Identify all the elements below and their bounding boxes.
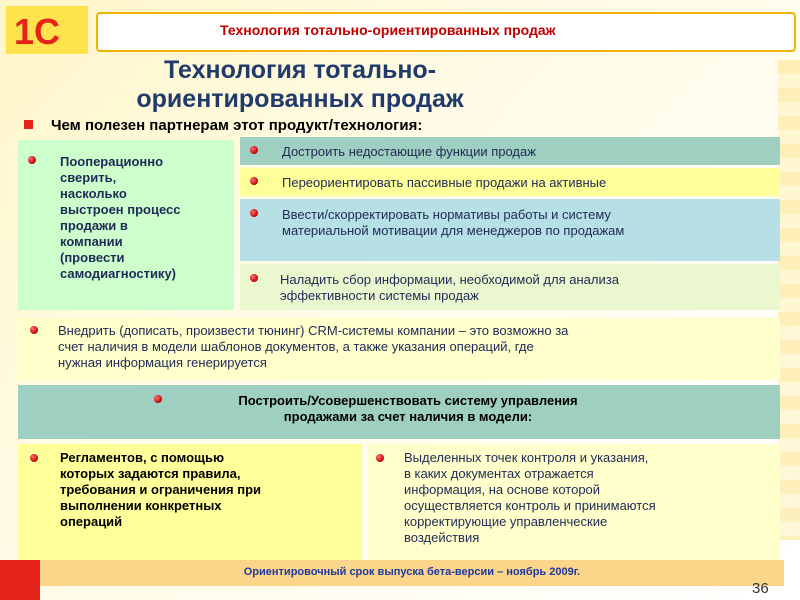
slide-title-line: ориентированных продаж [136, 85, 464, 113]
benefit-text [282, 207, 624, 239]
bullet-icon [250, 209, 258, 217]
text-line: выстроен процесс [60, 202, 181, 217]
1c-logo [6, 6, 88, 54]
text-line: информация, на основе которой [404, 482, 601, 497]
benefit-text [280, 272, 619, 304]
text-line: Ввести/скорректировать нормативы работы и систему [282, 207, 611, 222]
bullet-icon [28, 156, 36, 164]
slide-title [90, 56, 510, 114]
text-line: Наладить сбор информации, необходимой для анализа [280, 272, 619, 287]
model-left-cell [18, 444, 362, 560]
text-line: воздействия [404, 530, 480, 545]
text-line: Регламентов, с помощью [60, 450, 225, 465]
benefit-row [240, 264, 780, 310]
text-line: материальной мотивации для менеджеров по продажам [282, 223, 625, 238]
text-line: продажами за счет наличия в модели: [283, 409, 533, 424]
text-line: самодиагностику) [60, 266, 176, 281]
benefit-row [240, 137, 780, 165]
page-number: 36 [752, 580, 769, 597]
bullet-icon [376, 454, 384, 462]
text-line: операций [60, 514, 123, 529]
text-line: Построить/Усовершенствовать систему управления [238, 393, 578, 408]
red-corner-decoration [0, 560, 40, 600]
subtitle-text: Чем полезен партнерам этот продукт/технология: [51, 117, 423, 134]
text-line: насколько [60, 186, 127, 201]
text-line: нужная информация генерируется [58, 355, 267, 370]
benefit-text: Переориентировать пассивные продажи на активные [282, 175, 607, 190]
text-line: которых задаются правила, [60, 466, 241, 481]
text-line: счет наличия в модели шаблонов документов, а также указания операций, где [58, 339, 534, 354]
logo-text: 1С [14, 11, 61, 52]
model-right-text [404, 450, 656, 546]
model-right-cell [368, 444, 780, 560]
text-line: эффективности системы продаж [280, 288, 479, 303]
square-bullet-icon [24, 120, 33, 129]
text-line: Пооперационно [60, 154, 164, 169]
text-line: требования и ограничения при [60, 482, 262, 497]
left-cell [18, 140, 234, 310]
text-line: выполнении конкретных [60, 498, 222, 513]
footer-text: Ориентировочный срок выпуска бета-версии – ноябрь 2009г. [243, 566, 581, 578]
bullet-icon [250, 274, 258, 282]
header-title: Технология тотально-ориентированных продаж [220, 22, 556, 38]
decorative-stripe [778, 60, 800, 540]
bullet-icon [250, 146, 258, 154]
subtitle [24, 117, 422, 134]
text-line: компании [60, 234, 123, 249]
text-line: сверить, [60, 170, 117, 185]
crm-row [18, 318, 780, 380]
crm-text [58, 323, 568, 371]
text-line: (провести [60, 250, 125, 265]
bullet-icon [154, 395, 162, 403]
model-left-text [60, 450, 261, 530]
benefit-row [240, 168, 780, 196]
text-line: корректирующие управленческие [404, 514, 608, 529]
bullet-icon [250, 177, 258, 185]
bullet-icon [30, 454, 38, 462]
slide-title-line: Технология тотально- [163, 56, 437, 84]
benefit-text: Достроить недостающие функции продаж [282, 144, 536, 159]
text-line: осуществляется контроль и принимаются [404, 498, 656, 513]
text-line: Внедрить (дописать, произвести тюнинг) CRM-системы компании – это возможно за [58, 323, 569, 338]
text-line: Выделенных точек контроля и указания, [404, 450, 649, 465]
left-cell-text [60, 154, 181, 282]
text-line: продажи в [60, 218, 128, 233]
model-heading [18, 385, 780, 439]
bullet-icon [30, 326, 38, 334]
model-heading-text [168, 393, 648, 425]
text-line: в каких документах отражается [404, 466, 594, 481]
benefit-row [240, 199, 780, 261]
